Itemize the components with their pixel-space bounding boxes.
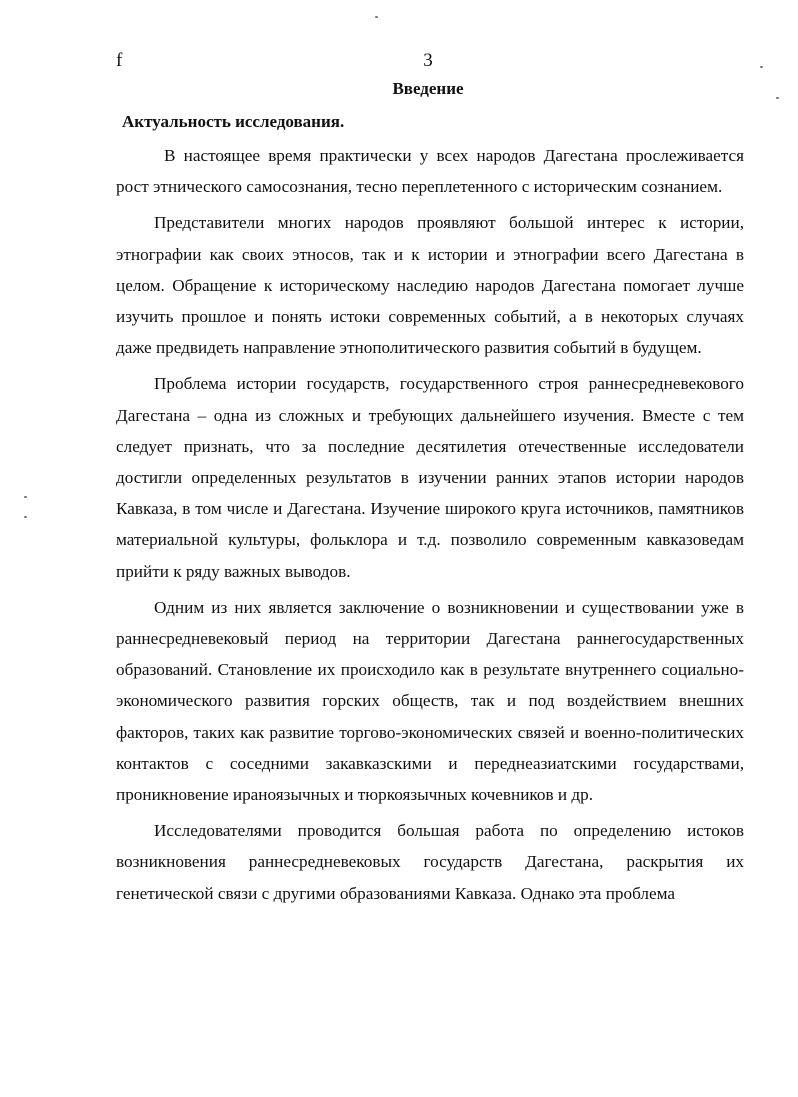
paragraph-4: Одним из них является заключение о возникновении и существовании уже в раннесредневековый период на территории Дагестана раннегосударственных образований. Становление их происходило как в результате внутреннего социально-экономического развития горских обществ, так и под воздействием внешних факторов, таких как развитие торгово-экономических связей и военно-политических контактов с соседними закавказскими и переднеазиатскими государствами, проникновение ираноязычных и тюркоязычных кочевников и др. bbox=[116, 597, 744, 805]
scan-speck bbox=[24, 516, 27, 518]
section-title: Введение bbox=[392, 79, 464, 98]
section-subtitle: Актуальность исследования. bbox=[122, 112, 345, 131]
page-number: 3 bbox=[423, 50, 433, 71]
corner-mark: f bbox=[116, 50, 123, 71]
paragraph-3: Проблема истории государств, государственного строя раннесредневекового Дагестана – одна из сложных и требующих дальнейшего изучения. Вместе с тем следует признать, что за последние десятилетия отечественные исследователи достигли определенных результатов в изучении ранних этапов истории народов Кавказа, в том числе и Дагестана. Изучение широкого круга источников, памятников материальной культуры, фольклора и т.д. позволило современным кавказоведам прийти к ряду важных выводов. bbox=[116, 374, 744, 581]
paragraph-1: В настоящее время практически у всех народов Дагестана прослеживается рост этнического самосознания, тесно переплетенного с историческим сознанием. bbox=[116, 146, 744, 197]
scan-speck bbox=[24, 496, 27, 498]
paragraph-5: Исследователями проводится большая работа по определению истоков возникновения раннесредневековых государств Дагестана, раскрытия их генетической связи с другими образованиями Кавказа. Однако эта проблема bbox=[116, 821, 744, 903]
scan-speck bbox=[375, 16, 378, 18]
body-text bbox=[116, 140, 744, 914]
paragraph-2: Представители многих народов проявляют большой интерес к истории, этнографии как своих этносов, так и к истории и этнографии всего Дагестана в целом. Обращение к историческому наследию народов Дагестана помогает лучше изучить прошлое и понять истоки современных событий, а в некоторых случаях даже предвидеть направление этнополитического развития событий в будущем. bbox=[116, 213, 744, 358]
